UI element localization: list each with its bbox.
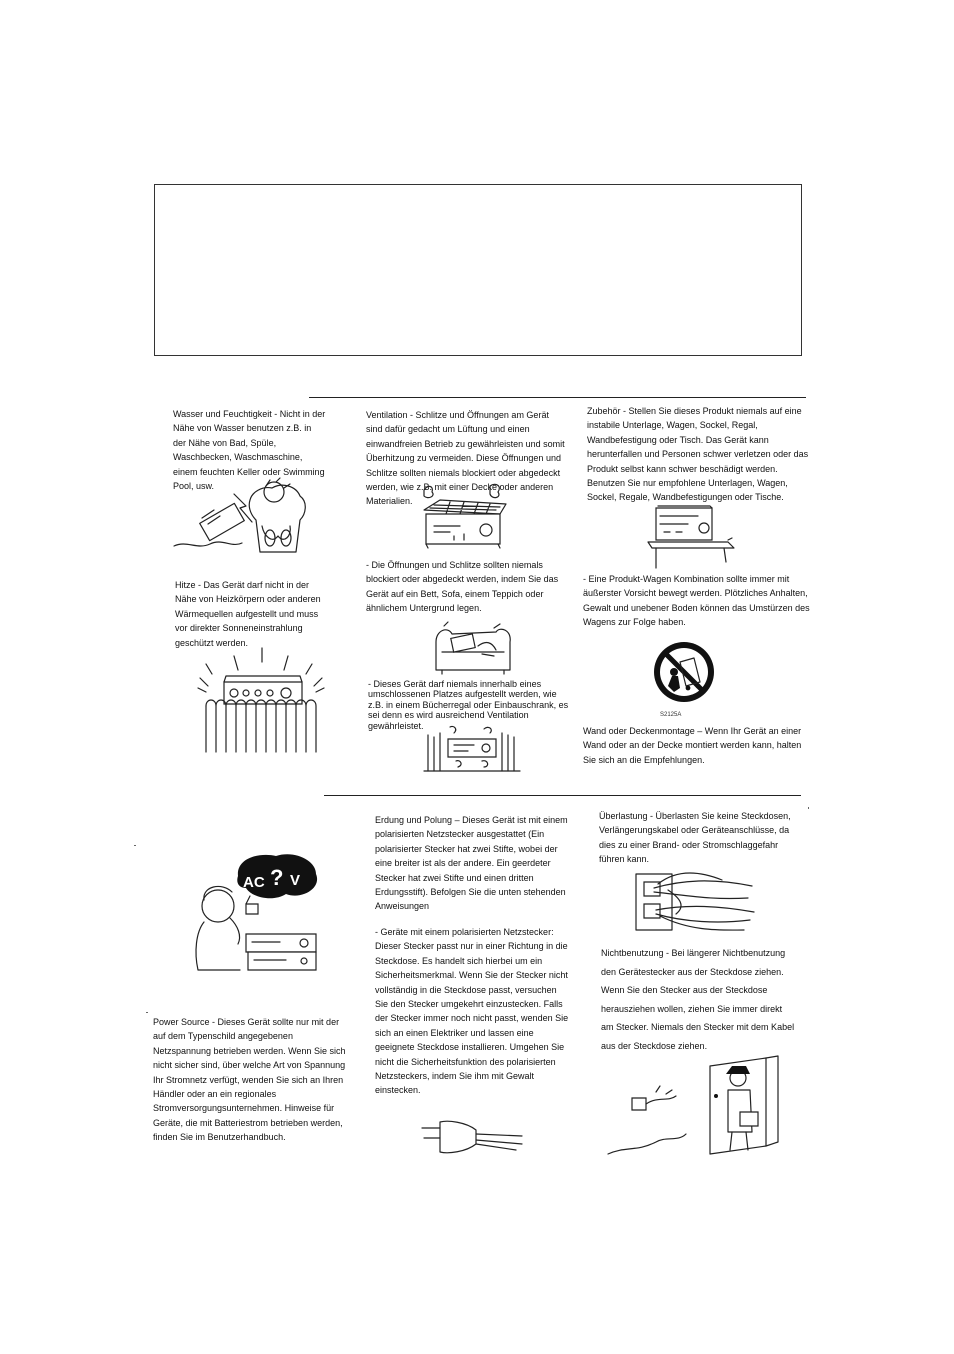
bubble-v-label: V <box>290 872 301 889</box>
heater-radiator-illustration <box>196 648 326 756</box>
device-in-shelf-illustration <box>424 725 520 773</box>
bottom-section-rule <box>324 795 801 796</box>
wall-mount-text: Wand oder Deckenmontage – Wenn Ihr Gerät an einer Wand oder an der Decke montiert werden kann, halten Sie sich an die Empfehlungen. <box>583 726 802 765</box>
speck-left-lower <box>146 1012 148 1013</box>
empty-header-box <box>154 184 802 356</box>
ventilation-text: Ventilation - Schlitze und Öffnungen am Gerät sind dafür gedacht um Lüftung und einen einwandfreien Betrieb zu gewährleisten und somit Überhitzung zu vermeiden. Diese Öffnungen und Schlitze sollten niemals blockiert oder abgedeckt werden, wie z.B. mit einer Decke oder anderen Materialien. <box>366 410 565 507</box>
polarized-plug-illustration <box>420 1116 524 1160</box>
non-use-text: Nichtbenutzung - Bei längerer Nichtbenutzung den Gerätestecker aus der Steckdose ziehen. Wenn Sie den Stecker aus der Steckdose herausziehen wollen, ziehen Sie immer direkt am Stecker. Niemals den Stecker mit dem Kabel aus der Steckdose ziehen. <box>601 948 795 1051</box>
power-source-text: Power Source - Dieses Gerät sollte nur mit der auf dem Typenschild angegebenen Netzspannung betrieben werden. Wenn Sie sich nicht sicher sind, über welche Art von Spannung Ihr Stromnetz verfügt, wenden Sie sich an Ihren Händler oder an ein regionales Stromversorgungsunternehmen. Hinweise für Geräte, die mit Batteriestrom betrieben werden, finden Sie im Benutzerhandbuch. <box>153 1017 346 1143</box>
cart-symbol-code: S2125A <box>660 712 682 718</box>
overloaded-outlet-illustration <box>632 870 756 934</box>
unplug-before-leaving-illustration <box>606 1056 782 1156</box>
accessories-text: Zubehör - Stellen Sie dieses Produkt niemals auf eine instabile Unterlage, Wagen, Sockel, Regal, Wandbefestigung oder Tisch. Das Gerät kann herunterfallen und Personen schwer verletzen oder das Produkt selbst kann schwer beschädigt werden. Benutzen Sie nur empfohlene Unterlagen, Wagen, Sockel, Regale, Wandbefestigungen oder Tische. <box>587 406 809 503</box>
device-on-table-illustration <box>644 502 736 570</box>
cart-text: - Eine Produkt-Wagen Kombination sollte immer mit äußerster Vorsicht bewegt werden. Plötzliches Anhalten, Gewalt und unebener Boden können das Umstürzen des Wagens zur Folge haben. <box>583 574 810 628</box>
enclosed-space-text: - Dieses Gerät darf niemals innerhalb eines umschlossenen Platzes aufgestellt werden, wie z.B. in einem Bücherregal oder Einbauschrank, es sei denn es wird ausreichend Ventilation gewährleistet. <box>368 679 569 731</box>
water-humidity-text: Wasser und Feuchtigkeit - Nicht in der Nähe von Wasser benutzen z.B. in der Nähe von Bad, Spüle, Waschbecken, Waschmaschine, einem feuchten Keller oder Swimming Pool, usw. <box>173 409 326 492</box>
speck-right <box>808 807 809 809</box>
speck-left <box>134 845 136 846</box>
bathtub-water-illustration <box>172 474 312 554</box>
bubble-question-mark: ? <box>270 865 284 890</box>
grounding-text: Erdung und Polung – Dieses Gerät ist mit einem polarisierten Netzstecker ausgestattet (Ein polarisierter Stecker hat zwei Stifte, wobei der eine breiter ist als der andere. Ein geerdeter Stecker hat zwei Stifte und einen dritten Erdungsstift). Befolgen Sie die unten stehenden Anweisungen <box>375 815 568 912</box>
overload-text: Überlastung - Überlasten Sie keine Steckdosen, Verlängerungskabel oder Geräteanschlüsse, da dies zu einer Brand- oder Stromschlaggefahr führen kann. <box>599 811 791 865</box>
cart-tipover-warning-symbol <box>650 636 720 720</box>
heat-text: Hitze - Das Gerät darf nicht in der Nähe von Heizkörpern oder anderen Wärmequellen aufgestellt und muss vor direkter Sonneneinstrahlung geschützt werden. <box>175 580 321 648</box>
polarized-plug-text: - Geräte mit einem polarisierten Netzstecker: Dieser Stecker passt nur in einer Richtung in die Steckdose. Es handelt sich hierbei um ein Sicherheitsmerkmal. Wenn Sie der Stecker nicht vollständig in die Steckdose passt, versuchen Sie den Stecker umgekehrt einzustecken. Falls der Stecker immer noch nicht passt, wenden Sie sich an einen Elektriker und lassen eine geeignete Steckdose installieren. Umgehen Sie nicht die Sicherheitsfunktion des polarisierten Netzsteckers, indem Sie ihm mit Gewalt einstecken. <box>375 927 569 1096</box>
person-voltage-question-illustration <box>190 852 330 976</box>
openings-text: - Die Öffnungen und Schlitze sollten niemals blockiert oder abgedeckt werden, indem Sie das Gerät auf ein Bett, Sofa, einem Teppich oder ähnlichem Untergrund legen. <box>366 560 559 614</box>
bubble-ac-label: AC <box>243 874 265 891</box>
top-section-rule <box>309 397 806 398</box>
device-on-sofa-illustration <box>434 622 514 676</box>
covered-device-illustration <box>420 482 510 554</box>
